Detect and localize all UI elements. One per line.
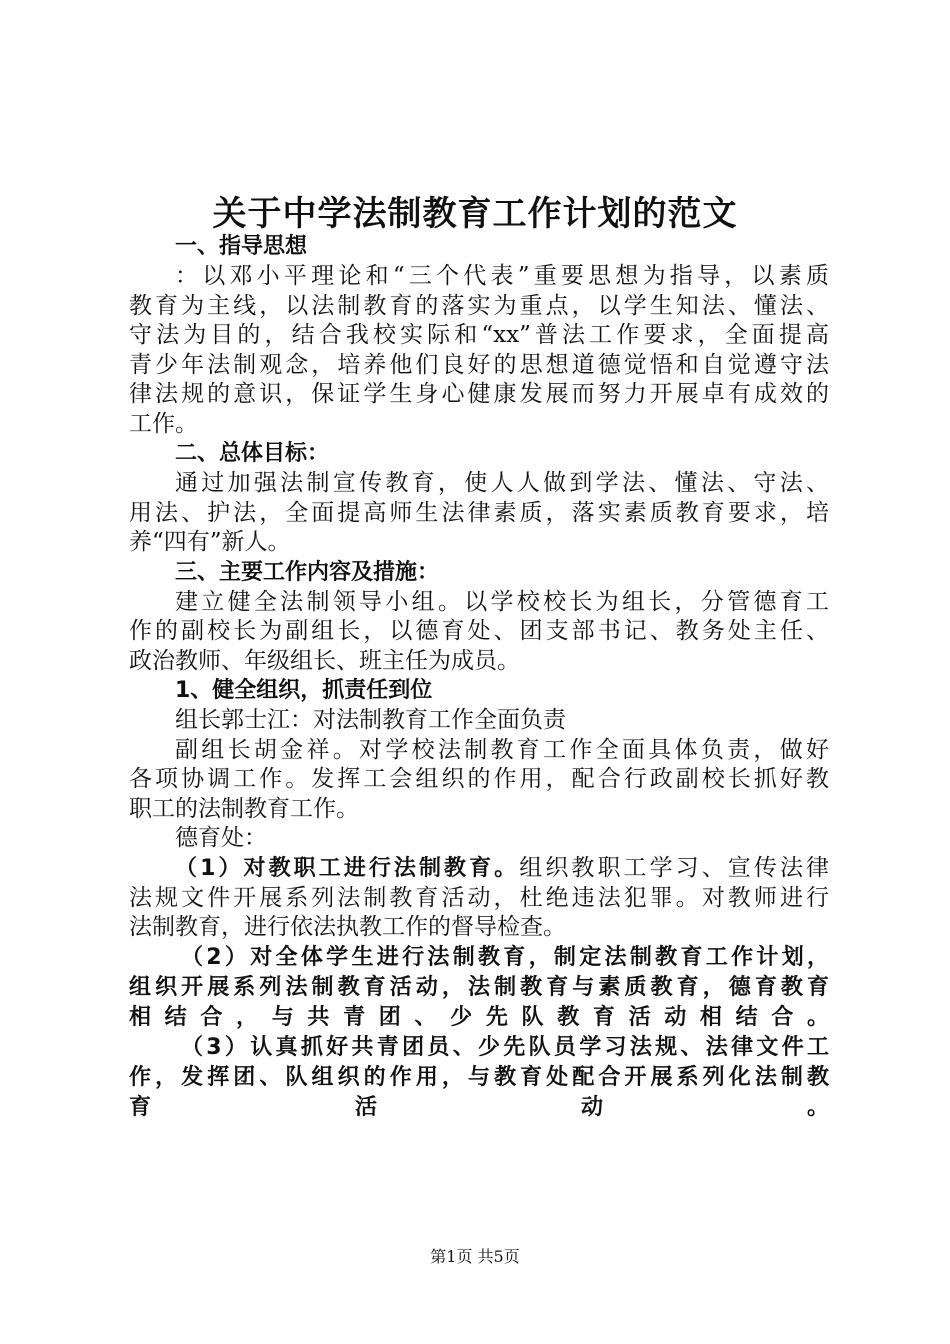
item-3-line: 作，发挥团、队组织的作用，与教育处配合开展系列化法制教 <box>129 1064 829 1090</box>
section-heading-guiding-thought: 一、指导思想 <box>175 234 308 259</box>
paragraph-line: 各项协调工作。发挥工会组织的作用，配合行政副校长抓好教 <box>129 766 829 792</box>
paragraph-line: 建立健全法制领导小组。以学校校长为组长，分管德育工 <box>175 588 829 615</box>
paragraph-line: 律法规的意识，保证学生身心健康发展而努力开展卓有成效的 <box>129 381 829 407</box>
item-2-line: 组织开展系列法制教育活动，法制教育与素质教育，德育教育 <box>129 974 829 1000</box>
section-heading-main-work: 三、主要工作内容及措施： <box>175 559 440 585</box>
paragraph-line: 副组长胡金祥。对学校法制教育工作全面具体负责，做好 <box>175 736 829 763</box>
paragraph-line: ：以邓小平理论和“三个代表”重要思想为指导，以素质 <box>175 263 829 289</box>
item-1-first-line <box>129 854 829 884</box>
paragraph-line: 政治教师、年级组长、班主任为成员。 <box>129 647 520 674</box>
subsection-heading-organization: 1、健全组织，抓责任到位 <box>175 678 433 703</box>
paragraph-line: 法制教育，进行依法执教工作的督导检查。 <box>129 914 566 940</box>
paragraph-line: 养“四有”新人。 <box>129 529 291 555</box>
paragraph-line: 工作。 <box>129 410 198 437</box>
paragraph-line: 通过加强法制宣传教育，使人人做到学法、懂法、守法、 <box>175 470 829 496</box>
item-3-line: （3）认真抓好共青团员、少先队员学习法规、法律文件工 <box>181 1034 829 1060</box>
page-number-footer: 第1页 共5页 <box>430 1247 520 1266</box>
item-1-heading: （1）对教职工进行法制教育。 <box>175 855 520 881</box>
paragraph-line: 教育为主线，以法制教育的落实为重点，以学生知法、懂法、 <box>129 292 829 319</box>
paragraph-line: 作的副校长为副组长，以德育处、团支部书记、教务处主任、 <box>129 618 829 644</box>
item-1-text: 组织教职工学习、宣传法律 <box>519 854 829 881</box>
document-body <box>129 232 829 1123</box>
leader-line: 组长郭士江：对法制教育工作全面负责 <box>175 707 566 733</box>
paragraph-line: 职工的法制教育工作。 <box>129 795 359 822</box>
document-title: 关于中学法制教育工作计划的范文 <box>212 194 738 234</box>
paragraph-line: 青少年法制观念，培养他们良好的思想道德觉悟和自觉遵守法 <box>129 351 829 378</box>
paragraph-line: 用法、护法，全面提高师生法律素质，落实素质教育要求，培 <box>129 499 829 526</box>
item-3-line: 育活动。 <box>129 1094 829 1120</box>
section-heading-overall-goal: 二、总体目标： <box>175 441 330 466</box>
paragraph-line: 守法为目的，结合我校实际和“xx”普法工作要求，全面提高 <box>129 322 829 348</box>
paragraph-line: 法规文件开展系列法制教育活动，杜绝违法犯罪。对教师进行 <box>129 884 829 911</box>
deyu-label: 德育处： <box>175 825 267 851</box>
item-2-line: 相结合，与共青团、少先队教育活动相结合。 <box>129 1004 829 1030</box>
item-2-line: （2）对全体学生进行法制教育，制定法制教育工作计划， <box>181 944 829 970</box>
